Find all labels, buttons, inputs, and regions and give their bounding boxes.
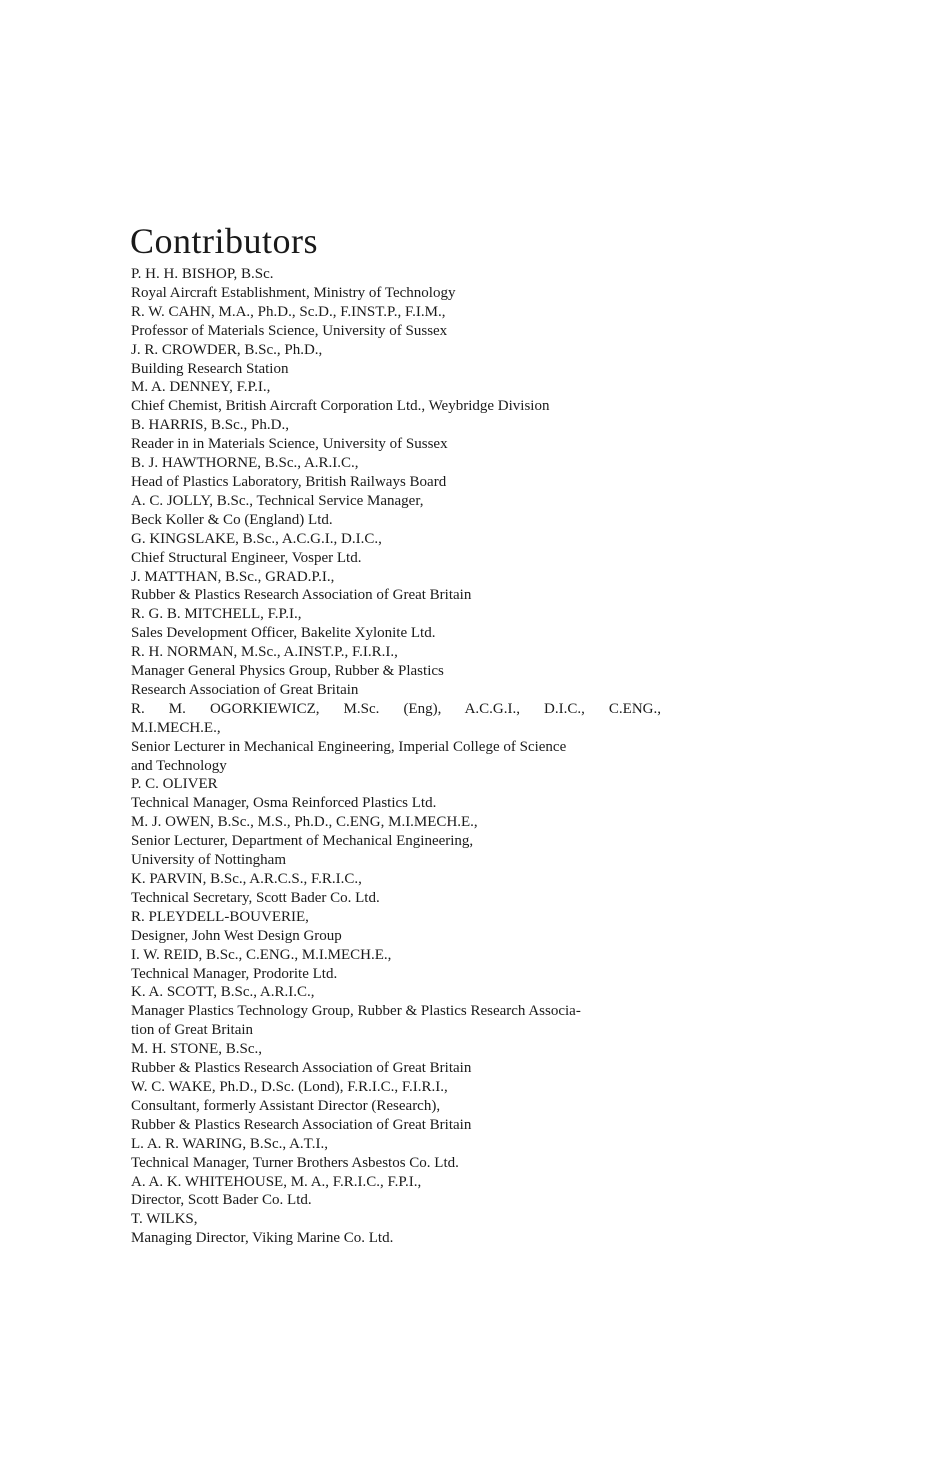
contributor-affiliation: Building Research Station [131, 360, 289, 377]
contributor-affiliation: Research Association of Great Britain [131, 681, 359, 698]
contributor-affiliation: University of Nottingham [131, 852, 286, 869]
contributor-affiliation: Senior Lecturer, Department of Mechanical Engineering, [131, 833, 474, 850]
contributor-entry [131, 416, 661, 454]
contributor-affiliation: Director, Scott Bader Co. Ltd. [131, 1192, 312, 1209]
contributor-affiliation: Consultant, formerly Assistant Director (Research), [131, 1097, 441, 1114]
contributor-entry [131, 1210, 661, 1248]
contributor-entry [131, 946, 661, 984]
contributor-entry [131, 1040, 661, 1078]
contributor-affiliation: Designer, John West Design Group [131, 927, 342, 944]
contributor-affiliation: Royal Aircraft Establishment, Ministry of Technology [131, 284, 456, 301]
contributor-entry [131, 454, 661, 492]
contributor-entry [131, 983, 661, 1040]
contributor-name: K. A. SCOTT, B.Sc., A.R.I.C., [131, 984, 315, 1001]
contributor-name: M. J. OWEN, B.Sc., M.S., Ph.D., C.ENG, M.I.MECH.E., [131, 814, 478, 831]
contributor-name: M. H. STONE, B.Sc., [131, 1041, 262, 1058]
contributor-affiliation: Chief Chemist, British Aircraft Corporation Ltd., Weybridge Division [131, 398, 550, 415]
contributor-affiliation: Manager General Physics Group, Rubber & Plastics [131, 663, 444, 680]
contributor-affiliation: Rubber & Plastics Research Association of Great Britain [131, 587, 472, 604]
contributor-name: R. G. B. MITCHELL, F.P.I., [131, 606, 302, 623]
contributor-entry [131, 605, 661, 643]
contributor-affiliation: Beck Koller & Co (England) Ltd. [131, 511, 333, 528]
contributor-name: W. C. WAKE, Ph.D., D.Sc. (Lond), F.R.I.C., F.I.R.I., [131, 1078, 448, 1095]
contributor-affiliation: Senior Lecturer in Mechanical Engineering, Imperial College of Science [131, 738, 567, 755]
contributor-affiliation: tion of Great Britain [131, 1022, 254, 1039]
contributor-affiliation: Sales Development Officer, Bakelite Xylonite Ltd. [131, 625, 436, 642]
contributor-name: I. W. REID, B.Sc., C.ENG., M.I.MECH.E., [131, 946, 392, 963]
contributor-affiliation: Technical Secretary, Scott Bader Co. Ltd. [131, 889, 380, 906]
contributor-affiliation: Technical Manager, Osma Reinforced Plastics Ltd. [131, 795, 437, 812]
contributor-list [131, 265, 661, 1248]
contributor-affiliation: Technical Manager, Prodorite Ltd. [131, 965, 338, 982]
contributor-affiliation: Reader in in Materials Science, University of Sussex [131, 436, 448, 453]
contributor-name: B. HARRIS, B.Sc., Ph.D., [131, 417, 289, 434]
contributor-entry [131, 568, 661, 606]
contributor-affiliation: Chief Structural Engineer, Vosper Ltd. [131, 549, 362, 566]
contributor-entry [131, 643, 661, 700]
contributor-entry [131, 530, 661, 568]
contributor-entry [131, 1173, 661, 1211]
contributor-name: J. MATTHAN, B.Sc., GRAD.P.I., [131, 568, 335, 585]
contributor-name: R. PLEYDELL-BOUVERIE, [131, 908, 309, 925]
contributor-name: G. KINGSLAKE, B.Sc., A.C.G.I., D.I.C., [131, 530, 382, 547]
contributor-affiliation: Rubber & Plastics Research Association of Great Britain [131, 1116, 472, 1133]
contributor-entry [131, 1078, 661, 1135]
contributor-entry [131, 700, 661, 776]
contributor-affiliation: Manager Plastics Technology Group, Rubber & Plastics Research Associa- [131, 1003, 581, 1020]
contributor-entry [131, 341, 661, 379]
contributor-name: J. R. CROWDER, B.Sc., Ph.D., [131, 341, 323, 358]
page-title: Contributors [130, 221, 319, 261]
contributor-name: R. W. CAHN, M.A., Ph.D., Sc.D., F.INST.P., F.I.M., [131, 303, 446, 320]
contributor-name: K. PARVIN, B.Sc., A.R.C.S., F.R.I.C., [131, 871, 362, 887]
contributor-name-continued: M.I.MECH.E., [131, 719, 221, 736]
contributor-name: A. A. K. WHITEHOUSE, M. A., F.R.I.C., F.P.I., [131, 1173, 422, 1190]
contributor-affiliation: and Technology [131, 757, 227, 774]
contributor-entry [131, 908, 661, 946]
contributor-affiliation: Rubber & Plastics Research Association of Great Britain [131, 1060, 472, 1077]
contributor-name: L. A. R. WARING, B.Sc., A.T.I., [131, 1135, 328, 1152]
contributor-entry [131, 265, 661, 303]
contributor-affiliation: Head of Plastics Laboratory, British Railways Board [131, 473, 447, 490]
contributor-name: P. H. H. BISHOP, B.Sc. [131, 266, 274, 282]
contributor-entry [131, 775, 661, 813]
contributor-affiliation: Technical Manager, Turner Brothers Asbestos Co. Ltd. [131, 1154, 459, 1171]
contributor-name: M. A. DENNEY, F.P.I., [131, 379, 271, 396]
contributor-entry [131, 813, 661, 870]
contributor-name: P. C. OLIVER [131, 776, 218, 793]
contributor-name: A. C. JOLLY, B.Sc., Technical Service Manager, [131, 492, 424, 509]
contributor-name: R. M. OGORKIEWICZ, M.Sc. (Eng), A.C.G.I., D.I.C., C.ENG., [131, 700, 661, 717]
contributor-name: T. WILKS, [131, 1211, 198, 1228]
contributor-affiliation: Managing Director, Viking Marine Co. Ltd. [131, 1230, 394, 1247]
contributor-name: B. J. HAWTHORNE, B.Sc., A.R.I.C., [131, 455, 359, 472]
contributor-entry [131, 378, 661, 416]
contributor-entry [131, 1135, 661, 1173]
contributor-entry [131, 492, 661, 530]
contributor-name: R. H. NORMAN, M.Sc., A.INST.P., F.I.R.I., [131, 644, 398, 661]
contributor-entry [131, 303, 661, 341]
contributor-entry [131, 870, 661, 908]
contributor-affiliation: Professor of Materials Science, University of Sussex [131, 322, 448, 339]
